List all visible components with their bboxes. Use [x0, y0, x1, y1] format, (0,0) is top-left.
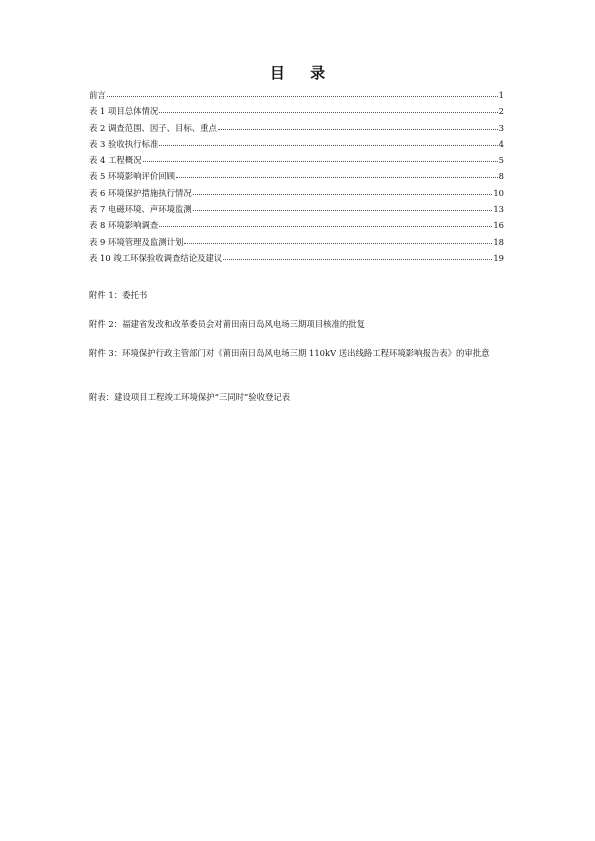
toc-dot-leader	[159, 145, 497, 146]
toc-entry-page: 18	[493, 236, 504, 247]
toc-entry-label: 表 2 调查范围、因子、目标、重点	[89, 122, 217, 133]
toc-dot-leader	[193, 194, 493, 195]
toc-entry[interactable]	[89, 217, 504, 233]
toc-entry-label: 表 6 环境保护措施执行情况	[89, 187, 192, 198]
toc-dot-leader	[143, 161, 498, 162]
toc-entry-label: 表 9 环境管理及监测计划	[89, 236, 184, 247]
toc-entry-page: 4	[498, 138, 504, 149]
toc-dot-leader	[223, 259, 492, 260]
toc-entry[interactable]	[89, 185, 504, 201]
toc-dot-leader	[193, 210, 493, 211]
toc-entry-label: 前言	[89, 90, 106, 100]
toc-entry[interactable]	[89, 103, 504, 119]
toc-entry[interactable]	[89, 250, 504, 266]
attachment-item: 附表：建设项目工程竣工环境保护“三同时”验收登记表	[89, 392, 291, 402]
toc-entry[interactable]	[89, 87, 504, 103]
toc-entry[interactable]	[89, 234, 504, 250]
toc-entry[interactable]	[89, 201, 504, 217]
toc-entry-page: 19	[493, 252, 504, 263]
toc-entry[interactable]	[89, 136, 504, 152]
toc-entry-label: 表 4 工程概况	[89, 155, 142, 166]
toc-entry-page: 16	[493, 220, 504, 231]
table-of-contents	[89, 87, 504, 266]
toc-entry-label: 表 1 项目总体情况	[89, 106, 159, 117]
toc-entry-label: 表 5 环境影响评价回顾	[89, 171, 176, 182]
attachment-item: 附件 1：委托书	[89, 290, 148, 300]
toc-entry-page: 1	[498, 90, 504, 100]
toc-entry-page: 10	[493, 187, 504, 198]
toc-dot-leader	[159, 112, 497, 113]
toc-entry-page: 3	[498, 122, 504, 133]
toc-entry-label: 表 10 竣工环保验收调查结论及建议	[89, 252, 223, 263]
attachment-item: 附件 3：环境保护行政主管部门对《莆田南日岛风电场三期 110kV 送出线路工程环境影响报告表》的审批意	[89, 348, 490, 358]
toc-dot-leader	[218, 129, 498, 130]
toc-entry-label: 表 7 电磁环境、声环境监测	[89, 204, 192, 215]
toc-entry-page: 5	[498, 155, 504, 166]
toc-dot-leader	[184, 243, 492, 244]
toc-entry-page: 13	[493, 204, 504, 215]
attachment-item: 附件 2：福建省发改和改革委员会对莆田南日岛风电场三期项目核准的批复	[89, 319, 365, 329]
toc-entry-page: 2	[498, 106, 504, 117]
toc-dot-leader	[176, 177, 498, 178]
page-title: 目 录	[269, 64, 336, 82]
toc-dot-leader	[107, 96, 498, 97]
toc-entry-page: 8	[498, 171, 504, 182]
toc-entry[interactable]	[89, 168, 504, 184]
toc-dot-leader	[159, 226, 492, 227]
toc-entry-label: 表 3 验收执行标准	[89, 138, 159, 149]
toc-entry-label: 表 8 环境影响调查	[89, 220, 159, 231]
toc-entry[interactable]	[89, 152, 504, 168]
toc-entry[interactable]	[89, 120, 504, 136]
